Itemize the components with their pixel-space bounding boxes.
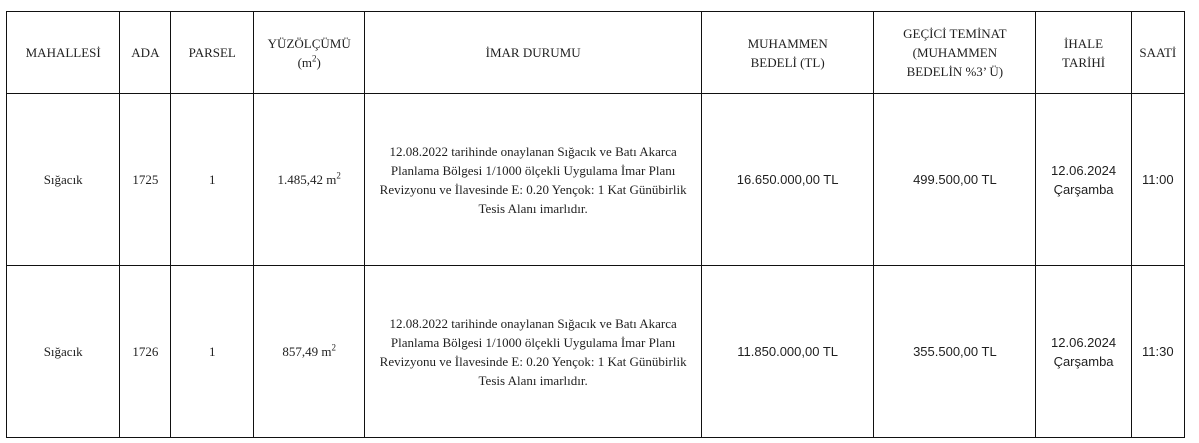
header-muhammen-line1: MUHAMMEN xyxy=(747,35,828,51)
header-yuzolcumu xyxy=(254,12,365,94)
cell-ihale-gun: Çarşamba xyxy=(1053,353,1114,369)
header-row xyxy=(7,12,1185,94)
ihale-table xyxy=(6,11,1185,438)
cell-muhammen-bedeli: 16.650.000,00 TL xyxy=(701,94,873,266)
header-yuzolcumu-unit-close: ) xyxy=(316,54,321,70)
cell-yuzolcumu-sup: 2 xyxy=(336,170,341,181)
header-gecici-teminat xyxy=(874,12,1036,94)
cell-imar-durumu: 12.08.2022 tarihinde onaylanan Sığacık ve Batı Akarca Planlama Bölgesi 1/1000 ölçekli Uygulama İmar Planı Revizyonu ve İlavesinde E: 0.20 Yençok: 1 Kat Günübirlik Tesis Alanı imarlıdır. xyxy=(365,266,702,438)
cell-ihale-gun: Çarşamba xyxy=(1053,181,1114,197)
table-row xyxy=(7,266,1185,438)
cell-ihale-tarihi xyxy=(1036,94,1131,266)
cell-yuzolcumu xyxy=(254,94,365,266)
cell-ihale-tarih: 12.06.2024 xyxy=(1051,334,1117,350)
header-yuzolcumu-label: YÜZÖLÇÜMÜ xyxy=(267,35,351,51)
cell-parsel: 1 xyxy=(171,94,254,266)
header-imar-durumu: İMAR DURUMU xyxy=(365,12,702,94)
cell-saati: 11:30 xyxy=(1131,266,1184,438)
header-teminat-line2: (MUHAMMEN xyxy=(912,45,998,60)
header-ihale-tarihi xyxy=(1036,12,1131,94)
header-teminat-line1: GEÇİCİ TEMİNAT xyxy=(903,26,1007,41)
cell-ada: 1725 xyxy=(120,94,171,266)
cell-ihale-tarihi xyxy=(1036,266,1131,438)
cell-parsel: 1 xyxy=(171,266,254,438)
header-ada: ADA xyxy=(120,12,171,94)
cell-imar-durumu: 12.08.2022 tarihinde onaylanan Sığacık ve Batı Akarca Planlama Bölgesi 1/1000 ölçekli Uygulama İmar Planı Revizyonu ve İlavesinde E: 0.20 Yençok: 1 Kat Günübirlik Tesis Alanı imarlıdır. xyxy=(365,94,702,266)
cell-gecici-teminat: 499.500,00 TL xyxy=(874,94,1036,266)
header-mahallesi: MAHALLESİ xyxy=(7,12,120,94)
cell-mahallesi: Sığacık xyxy=(7,266,120,438)
cell-ada: 1726 xyxy=(120,266,171,438)
cell-muhammen-bedeli: 11.850.000,00 TL xyxy=(701,266,873,438)
header-parsel: PARSEL xyxy=(171,12,254,94)
cell-saati: 11:00 xyxy=(1131,94,1184,266)
header-muhammen-bedeli xyxy=(701,12,873,94)
cell-yuzolcumu-value: 1.485,42 m xyxy=(277,172,337,187)
header-teminat-line3: BEDELİN %3’ Ü) xyxy=(906,64,1004,79)
header-ihale-line1: İHALE xyxy=(1064,35,1104,51)
header-yuzolcumu-unit-sup: 2 xyxy=(312,53,317,64)
cell-ihale-tarih: 12.06.2024 xyxy=(1051,162,1117,178)
cell-yuzolcumu xyxy=(254,266,365,438)
header-saati: SAATİ xyxy=(1131,12,1184,94)
cell-yuzolcumu-value: 857,49 m xyxy=(282,344,332,359)
cell-yuzolcumu-sup: 2 xyxy=(331,342,337,353)
cell-gecici-teminat: 355.500,00 TL xyxy=(874,266,1036,438)
cell-mahallesi: Sığacık xyxy=(7,94,120,266)
header-yuzolcumu-unit-base: (m xyxy=(297,54,313,70)
table-row xyxy=(7,94,1185,266)
header-ihale-line2: TARİHİ xyxy=(1062,54,1106,70)
header-muhammen-line2: BEDELİ (TL) xyxy=(750,54,825,70)
